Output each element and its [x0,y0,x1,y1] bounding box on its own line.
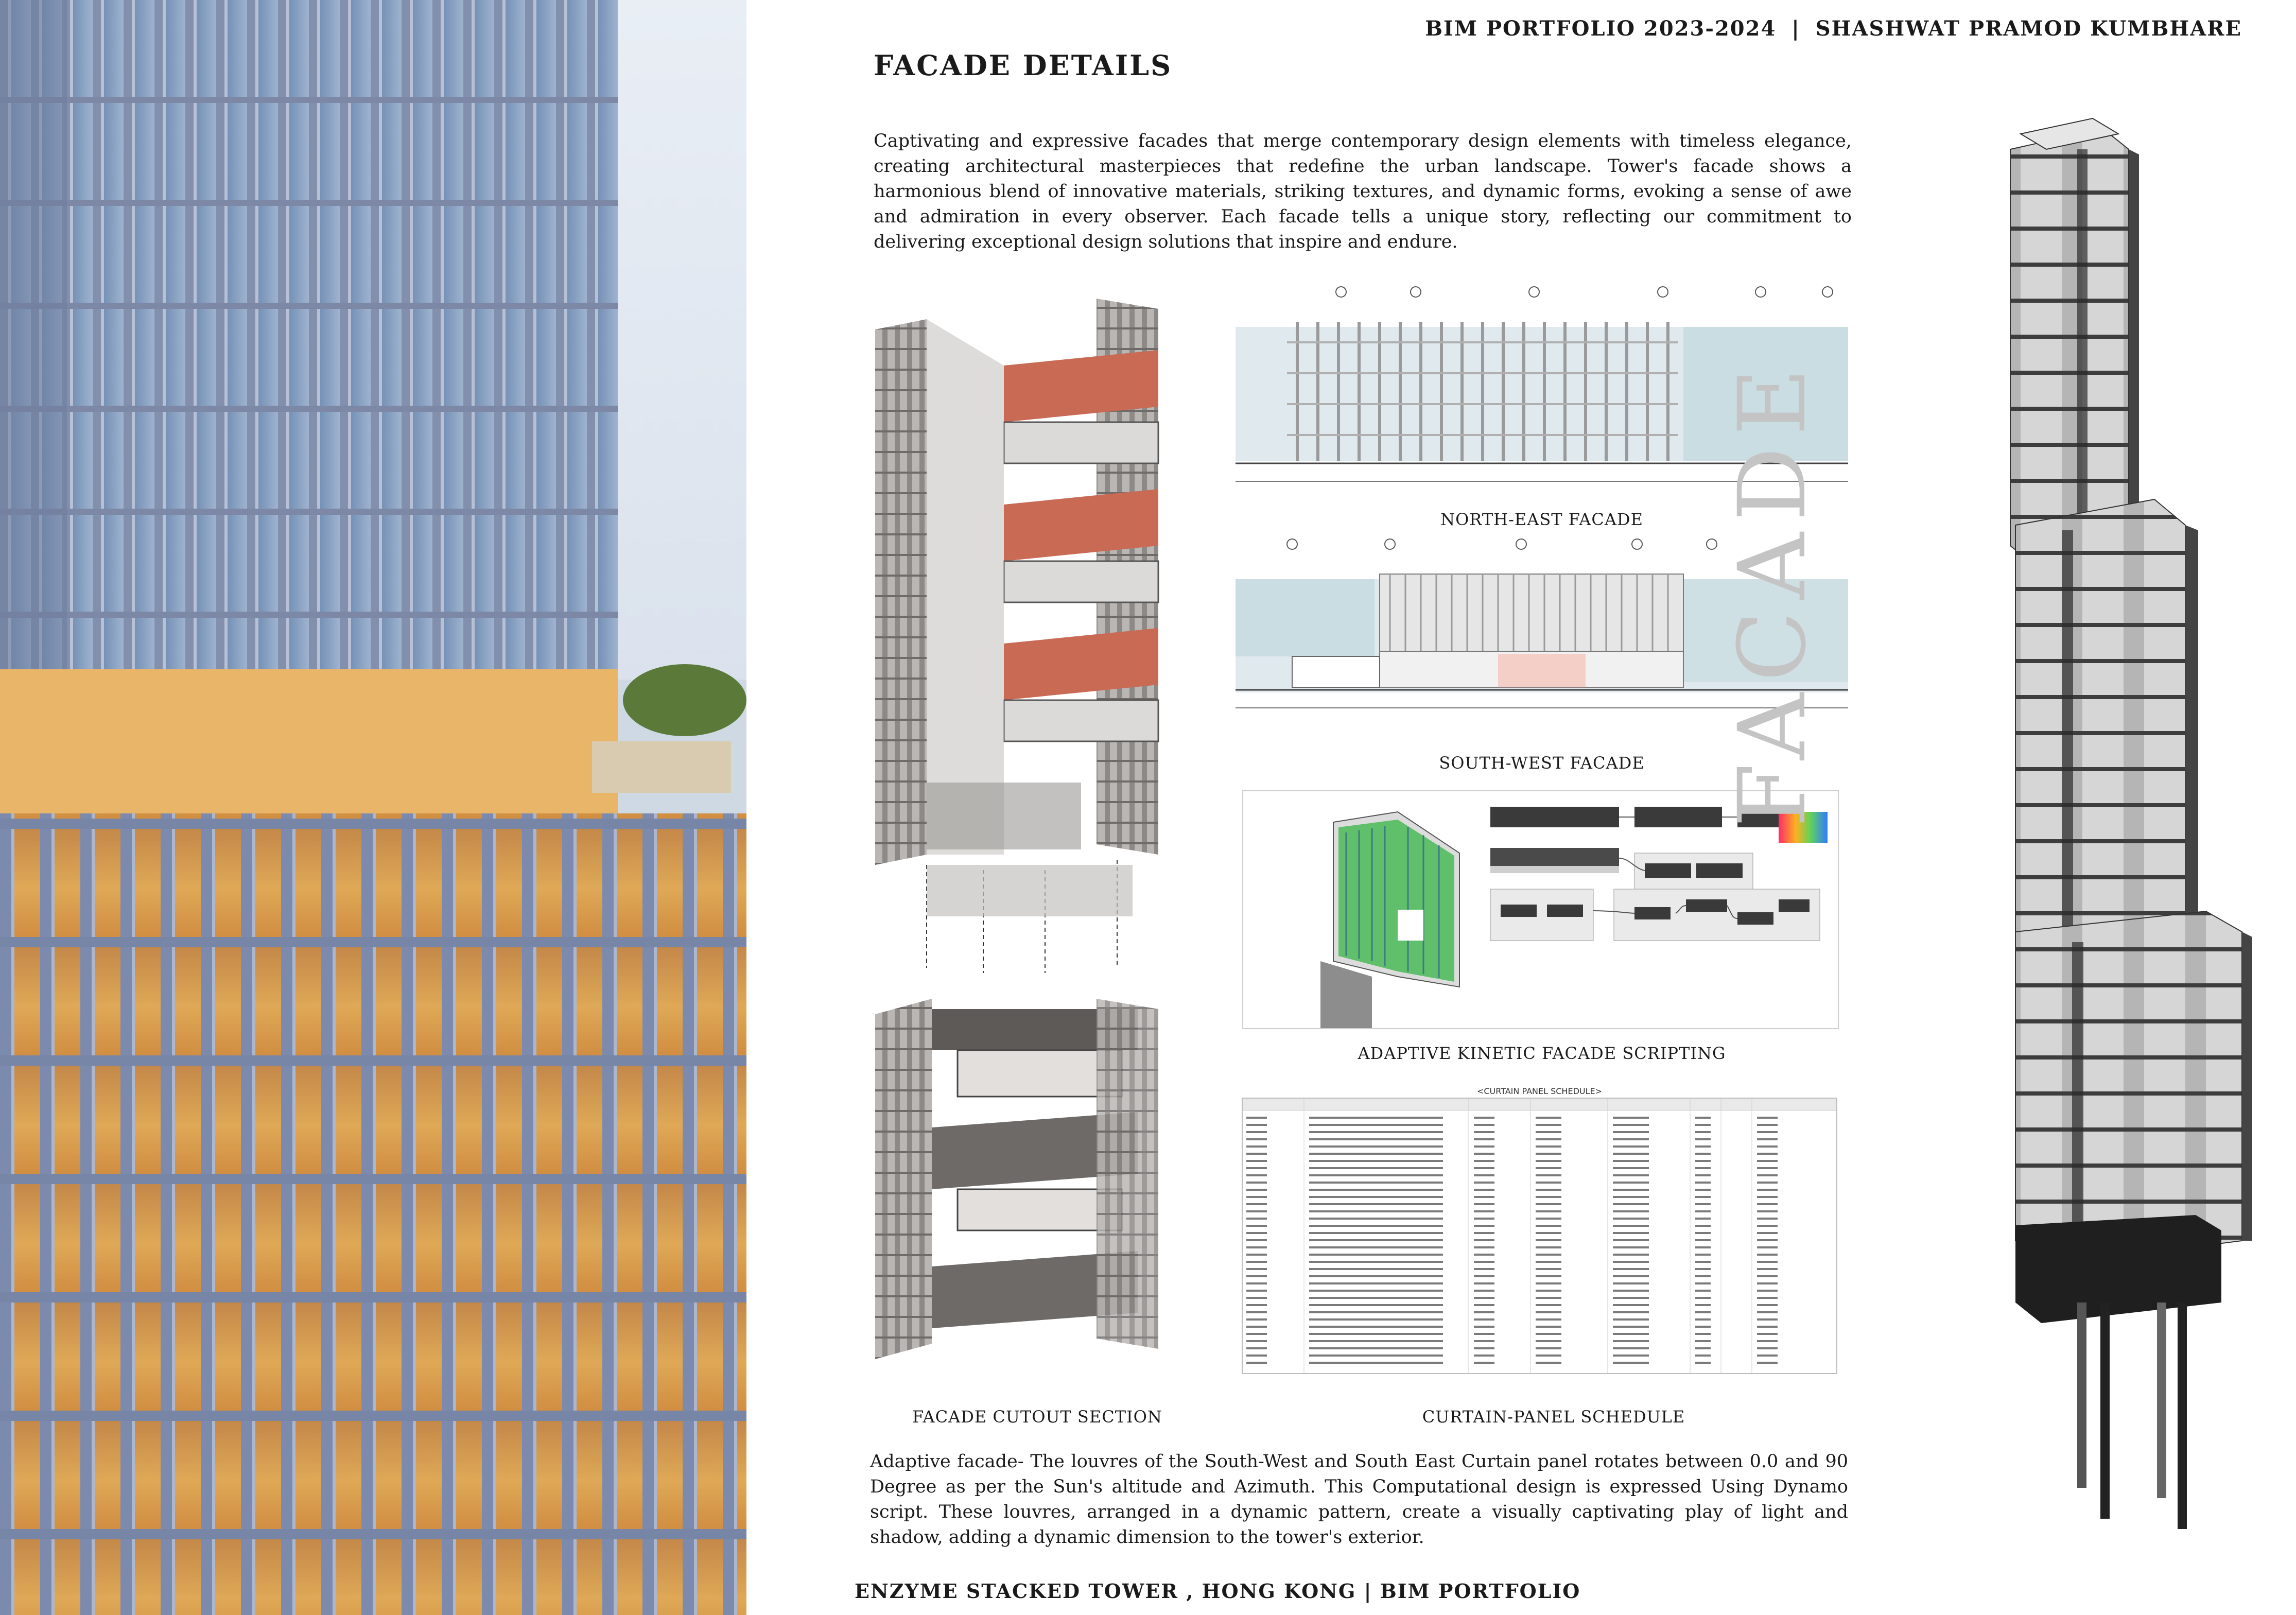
caption-facade-cutout: FACADE CUTOUT SECTION [912,1407,1162,1427]
page-footer: ENZYME STACKED TOWER , HONG KONG | BIM PORTFOLIO [855,1579,1581,1603]
adaptive-facade-paragraph: Adaptive facade- The louvres of the South-West and South East Curtain panel rotates between 0.0 and 90 Degree as per the Sun's altitude and Azimuth. This Computational design is expressed Using Dynamo script. These louvres, arranged in a dynamic pattern, create a visually captivating play of light and shadow, adding a dynamic dimension to the tower's exterior. [870,1451,1848,1548]
intro-paragraph: Captivating and expressive facades that merge contemporary design elements with timeless elegance, creating architectural masterpieces that redefine the urban landscape. Tower's facade shows a harmonious blend of innovative materials, striking textures, and dynamic forms, evoking a sense of awe and admiration in every observer. Each facade tells a unique story, reflecting our commitment to delivering exceptional design solutions that inspire and endure. [874,131,1852,252]
floor-slab-3 [1004,628,1158,741]
caption-kinetic-facade: ADAPTIVE KINETIC FACADE SCRIPTING [1358,1044,1726,1063]
portfolio-label: BIM PORTFOLIO 2023-2024 [1425,16,1777,41]
header-separator: | [1791,16,1800,41]
caption-south-west-facade: SOUTH-WEST FACADE [1439,753,1645,773]
author-name: SHASHWAT PRAMOD KUMBHARE [1815,16,2242,41]
caption-north-east-facade: NORTH-EAST FACADE [1440,510,1643,529]
facade-render-image [0,0,746,1615]
facade-cutout-section-drawing [870,288,1179,1369]
tower-model-preview [1320,812,1459,1028]
page-header [1425,16,2242,41]
floor-slab-2 [1004,489,1158,602]
caption-curtain-panel-schedule: CURTAIN-PANEL SCHEDULE [1422,1407,1685,1427]
schedule-title: <CURTAIN PANEL SCHEDULE> [1476,1086,1603,1096]
tower-axonometric-drawing [2000,118,2268,1529]
facade-vertical-text: FACADE [1719,356,1827,828]
page-title: FACADE DETAILS [874,49,1173,82]
floor-slab-1 [1004,350,1158,463]
curtain-panel-schedule-table [1242,1085,1837,1379]
